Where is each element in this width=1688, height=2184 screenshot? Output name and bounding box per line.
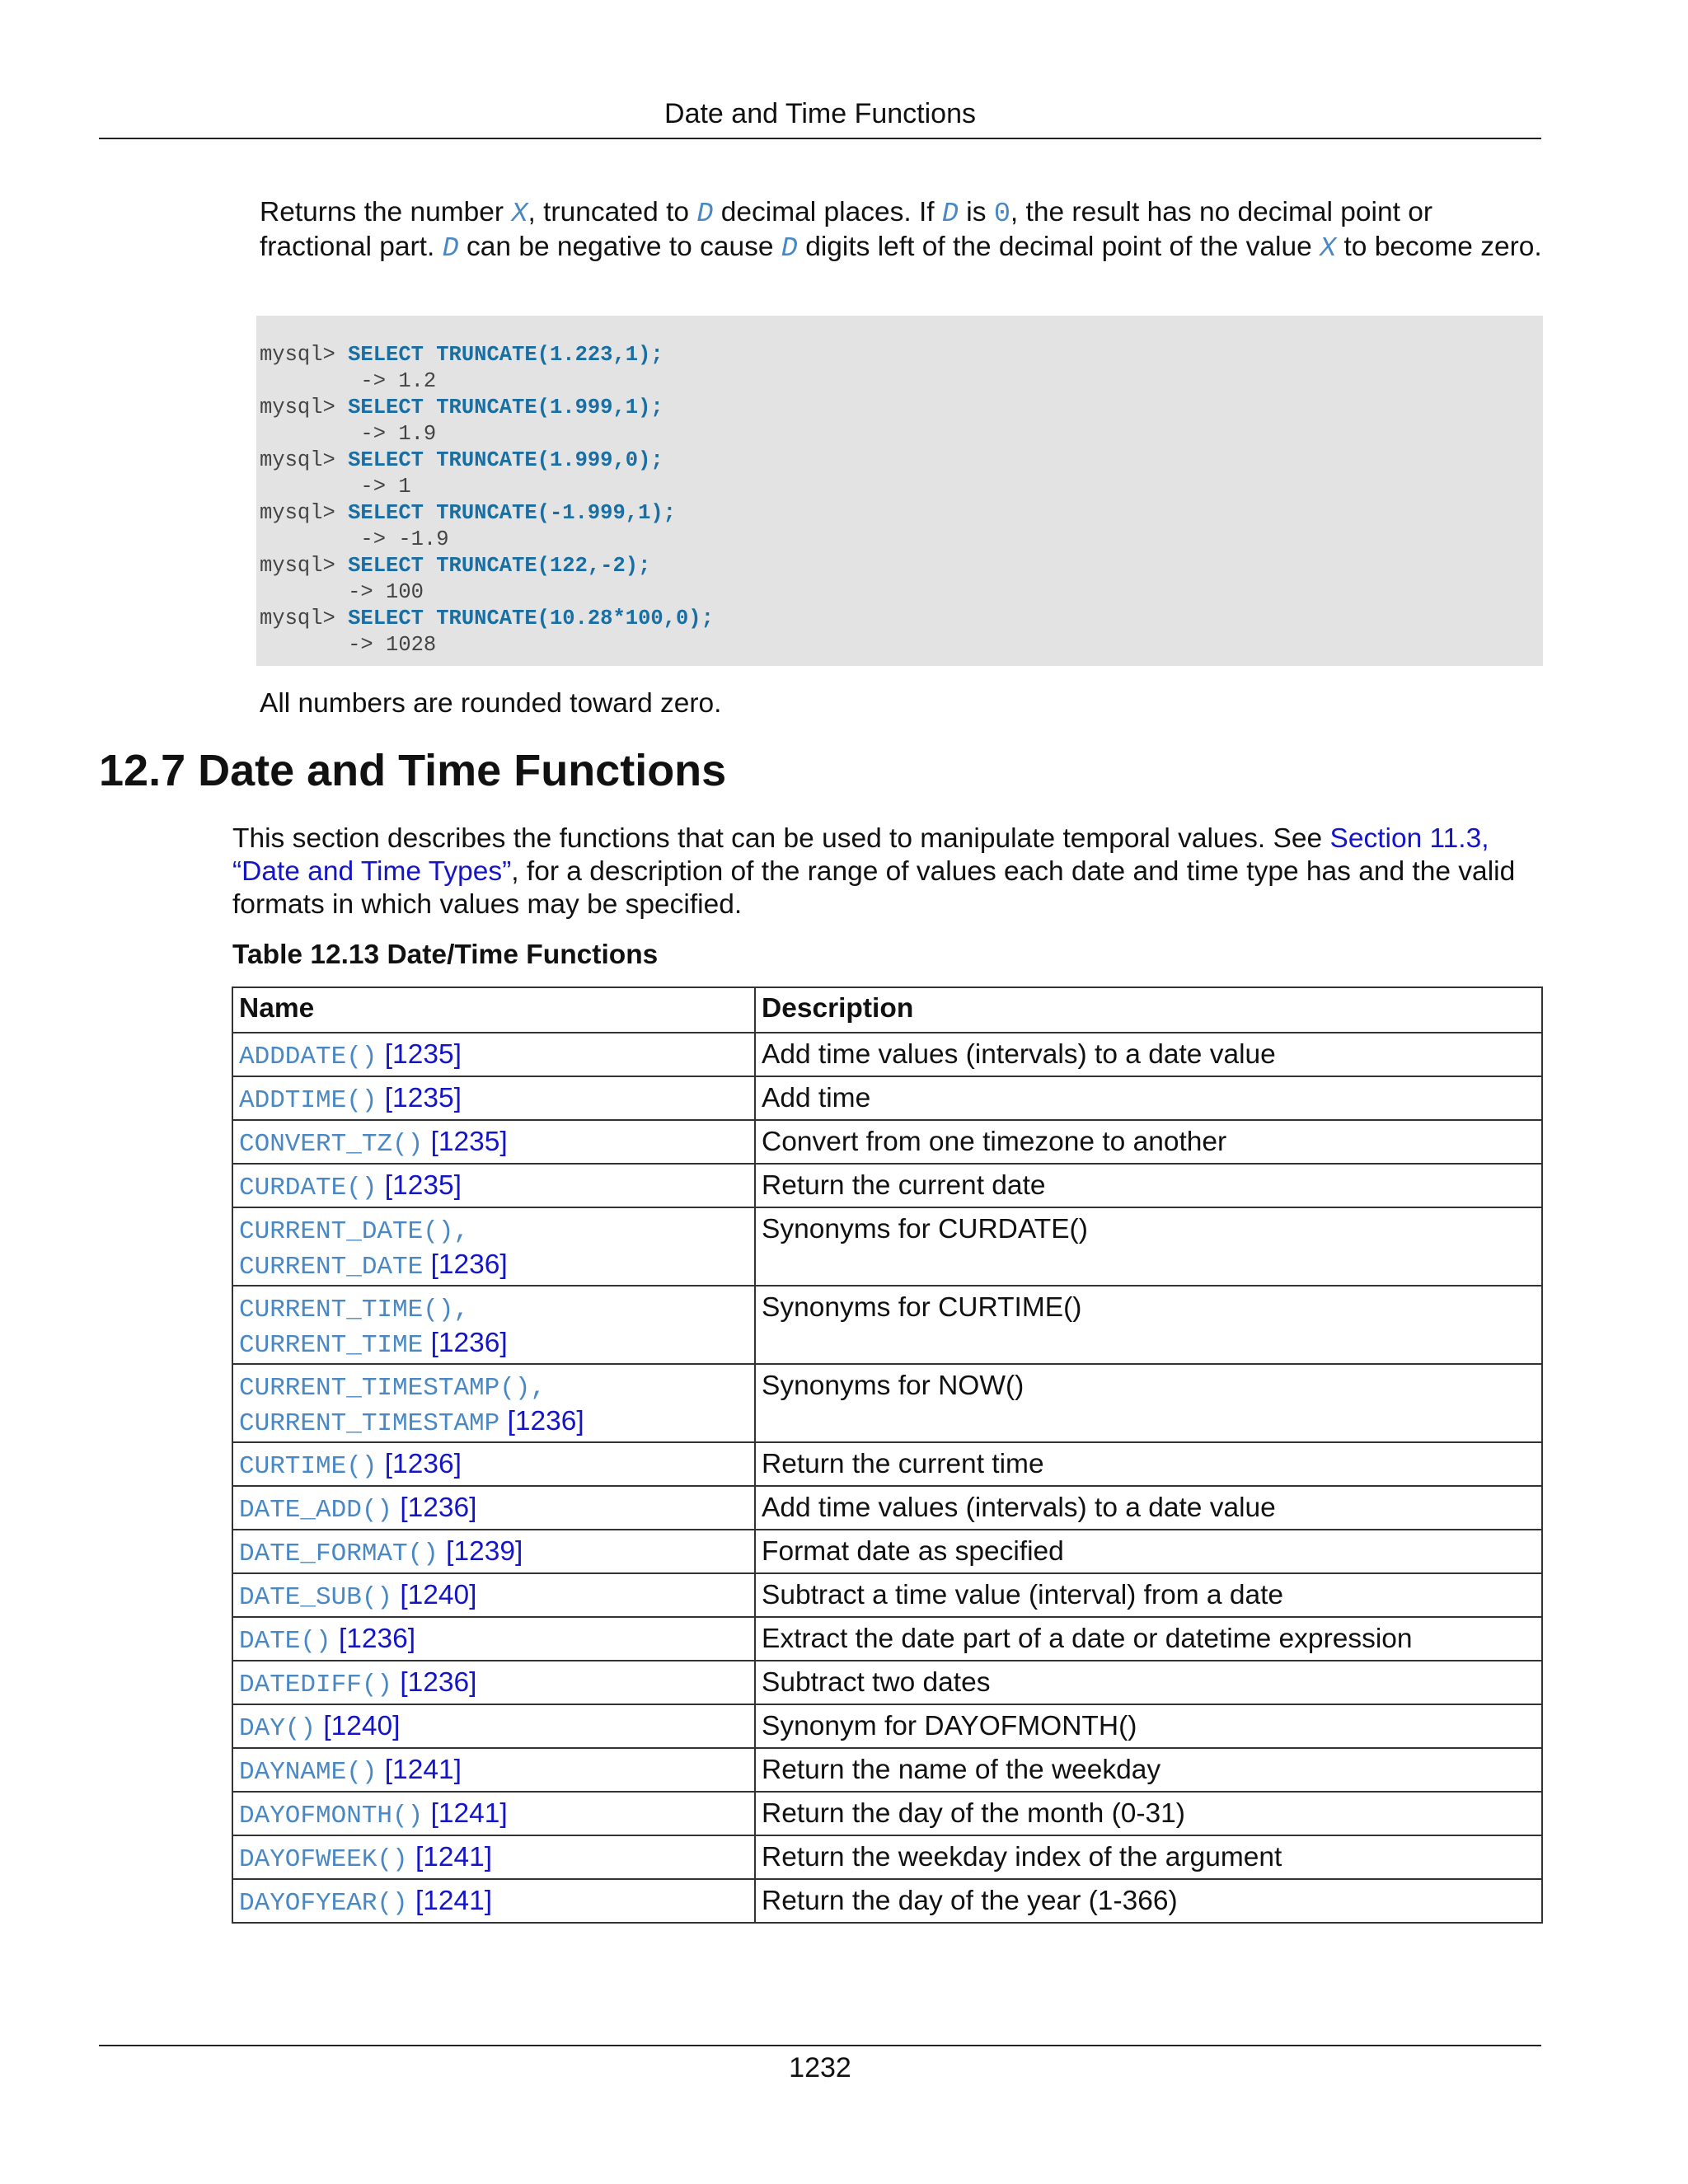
- function-description: Extract the date part of a date or datetime expression: [755, 1617, 1542, 1661]
- code-prompt: mysql>: [260, 343, 349, 367]
- function-link[interactable]: DATEDIFF(): [239, 1671, 393, 1699]
- function-name-cell: [232, 1530, 755, 1573]
- function-description: Return the current date: [755, 1164, 1542, 1207]
- function-name-cell: [232, 1835, 755, 1879]
- function-name-cell: [232, 1617, 755, 1661]
- page-reference-link[interactable]: [1236]: [430, 1328, 508, 1358]
- table-row: [232, 1661, 1542, 1704]
- table-row: [232, 1207, 1542, 1286]
- section-title: 12.7 Date and Time Functions: [99, 746, 727, 795]
- table-row: [232, 1120, 1542, 1164]
- function-name-cell: [232, 1573, 755, 1617]
- code-prompt: mysql>: [260, 501, 349, 525]
- truncate-description: Returns the number X, truncated to D decimal places. If D is 0, the result has no decimal point or fractional part. D can be negative to cause D digits left of the decimal point of the value X to become zero.: [260, 197, 1542, 265]
- function-name-cell: [232, 1792, 755, 1835]
- function-name-cell: [232, 1076, 755, 1120]
- code-result: -> 1.9: [260, 422, 437, 446]
- function-description: Add time: [755, 1076, 1542, 1120]
- page-reference-link[interactable]: [1235]: [430, 1127, 508, 1157]
- page-reference-link[interactable]: [1235]: [384, 1039, 462, 1070]
- page-number: 1232: [789, 2052, 851, 2083]
- table-row: [232, 1704, 1542, 1748]
- function-link[interactable]: CURRENT_DATE(),: [239, 1217, 470, 1246]
- function-name-cell: [232, 1120, 755, 1164]
- var-d: D: [941, 199, 959, 230]
- table-row: [232, 1486, 1542, 1530]
- table-row: [232, 1442, 1542, 1486]
- page-reference-link[interactable]: [1236]: [400, 1493, 477, 1523]
- code-prompt: mysql>: [260, 396, 349, 419]
- page-reference-link[interactable]: [1236]: [338, 1624, 416, 1654]
- table-row: [232, 1164, 1542, 1207]
- table-row: [232, 1033, 1542, 1076]
- page-reference-link[interactable]: [1241]: [415, 1842, 493, 1872]
- function-link[interactable]: CURRENT_DATE: [239, 1253, 424, 1282]
- header-name: Name: [232, 987, 755, 1033]
- code-example-box: [256, 316, 1543, 666]
- function-name-cell: [232, 1286, 755, 1364]
- literal-zero: 0: [993, 199, 1010, 230]
- var-d: D: [781, 233, 798, 265]
- page-reference-link[interactable]: [1236]: [384, 1449, 462, 1479]
- running-header: Date and Time Functions: [664, 98, 976, 129]
- page-reference-link[interactable]: [1241]: [430, 1798, 508, 1829]
- code-result: -> 1: [260, 475, 411, 499]
- table-row: [232, 1879, 1542, 1923]
- function-description: Return the name of the weekday: [755, 1748, 1542, 1792]
- code-result: -> 1.2: [260, 369, 437, 393]
- code-command: SELECT TRUNCATE(1.999,1);: [348, 396, 663, 419]
- code-prompt: mysql>: [260, 448, 349, 472]
- code-result: -> 1028: [260, 633, 437, 657]
- page-reference-link[interactable]: [1235]: [384, 1170, 462, 1201]
- function-description: Subtract a time value (interval) from a date: [755, 1573, 1542, 1617]
- function-name-cell: [232, 1364, 755, 1442]
- function-link[interactable]: CURRENT_TIME: [239, 1331, 424, 1360]
- function-description: Synonyms for CURDATE(): [755, 1207, 1542, 1286]
- function-link[interactable]: ADDDATE(): [239, 1043, 377, 1071]
- function-link[interactable]: CURRENT_TIME(),: [239, 1296, 470, 1324]
- code-command: SELECT TRUNCATE(10.28*100,0);: [348, 607, 714, 630]
- table-row: [232, 1286, 1542, 1364]
- function-name-cell: [232, 1661, 755, 1704]
- function-link[interactable]: CURDATE(): [239, 1174, 377, 1202]
- function-link[interactable]: CURTIME(): [239, 1452, 377, 1481]
- function-link[interactable]: CONVERT_TZ(): [239, 1130, 424, 1159]
- function-link[interactable]: CURRENT_TIMESTAMP(),: [239, 1374, 546, 1403]
- function-description: Subtract two dates: [755, 1661, 1542, 1704]
- function-link[interactable]: DAYNAME(): [239, 1758, 377, 1787]
- var-x: X: [511, 199, 528, 230]
- function-description: Add time values (intervals) to a date value: [755, 1033, 1542, 1076]
- function-description: Synonyms for NOW(): [755, 1364, 1542, 1442]
- function-name-cell: [232, 1486, 755, 1530]
- function-link[interactable]: ADDTIME(): [239, 1086, 377, 1115]
- var-d: D: [696, 199, 714, 230]
- var-d: D: [442, 233, 459, 265]
- table-row: [232, 1573, 1542, 1617]
- page-reference-link[interactable]: [1240]: [323, 1711, 401, 1741]
- page-reference-link[interactable]: [1241]: [384, 1755, 462, 1785]
- function-description: Return the current time: [755, 1442, 1542, 1486]
- page-reference-link[interactable]: [1236]: [507, 1406, 584, 1436]
- code-prompt: mysql>: [260, 607, 349, 630]
- header-rule: [99, 138, 1541, 139]
- code-command: SELECT TRUNCATE(-1.999,1);: [348, 501, 676, 525]
- function-description: Return the weekday index of the argument: [755, 1835, 1542, 1879]
- table-row: [232, 1748, 1542, 1792]
- table-row: [232, 1530, 1542, 1573]
- code-example: [260, 342, 714, 658]
- function-link[interactable]: DAYOFMONTH(): [239, 1802, 424, 1830]
- functions-table: [232, 987, 1543, 1924]
- code-command: SELECT TRUNCATE(122,-2);: [348, 554, 651, 578]
- function-description: Add time values (intervals) to a date value: [755, 1486, 1542, 1530]
- function-description: Return the day of the month (0-31): [755, 1792, 1542, 1835]
- section-link[interactable]: Section 11.3, “Date and Time Types”: [232, 823, 1489, 887]
- function-name-cell: [232, 1879, 755, 1923]
- function-link[interactable]: DATE(): [239, 1627, 331, 1656]
- table-header-row: [232, 987, 1542, 1033]
- code-command: SELECT TRUNCATE(1.999,0);: [348, 448, 663, 472]
- function-link[interactable]: DATE_ADD(): [239, 1496, 393, 1525]
- table-caption: Table 12.13 Date/Time Functions: [232, 940, 659, 970]
- function-link[interactable]: DAYOFYEAR(): [239, 1889, 408, 1918]
- code-command: SELECT TRUNCATE(1.223,1);: [348, 343, 663, 367]
- function-link[interactable]: CURRENT_TIMESTAMP: [239, 1409, 500, 1438]
- function-link[interactable]: DATE_FORMAT(): [239, 1540, 438, 1568]
- footer-rule: [99, 2045, 1541, 2046]
- code-prompt: mysql>: [260, 554, 349, 578]
- header-description: Description: [755, 987, 1542, 1033]
- section-intro: This section describes the functions that can be used to manipulate temporal values. See Section 11.3, “Date and Time Types”, for a description of the range of values each date and time type has and the valid formats in which values may be specified.: [232, 823, 1516, 920]
- page-reference-link[interactable]: [1239]: [446, 1536, 523, 1567]
- function-name-cell: [232, 1207, 755, 1286]
- function-name-cell: [232, 1033, 755, 1076]
- page-reference-link[interactable]: [1236]: [400, 1667, 477, 1698]
- page-reference-link[interactable]: [1235]: [384, 1083, 462, 1113]
- page-reference-link[interactable]: [1241]: [415, 1886, 493, 1916]
- function-link[interactable]: DAY(): [239, 1714, 316, 1743]
- function-description: Convert from one timezone to another: [755, 1120, 1542, 1164]
- table-row: [232, 1364, 1542, 1442]
- function-name-cell: [232, 1748, 755, 1792]
- page-reference-link[interactable]: [1240]: [400, 1580, 477, 1610]
- page-reference-link[interactable]: [1236]: [430, 1249, 508, 1280]
- function-name-cell: [232, 1164, 755, 1207]
- code-result: -> 100: [260, 580, 424, 604]
- var-x: X: [1320, 233, 1337, 265]
- table-row: [232, 1792, 1542, 1835]
- code-result: -> -1.9: [260, 527, 449, 551]
- function-name-cell: [232, 1704, 755, 1748]
- function-description: Format date as specified: [755, 1530, 1542, 1573]
- table-row: [232, 1076, 1542, 1120]
- function-name-cell: [232, 1442, 755, 1486]
- function-description: Synonym for DAYOFMONTH(): [755, 1704, 1542, 1748]
- function-link[interactable]: DATE_SUB(): [239, 1583, 393, 1612]
- table-row: [232, 1835, 1542, 1879]
- function-link[interactable]: DAYOFWEEK(): [239, 1845, 408, 1874]
- function-description: Return the day of the year (1-366): [755, 1879, 1542, 1923]
- rounding-note: All numbers are rounded toward zero.: [260, 688, 722, 719]
- function-description: Synonyms for CURTIME(): [755, 1286, 1542, 1364]
- table-row: [232, 1617, 1542, 1661]
